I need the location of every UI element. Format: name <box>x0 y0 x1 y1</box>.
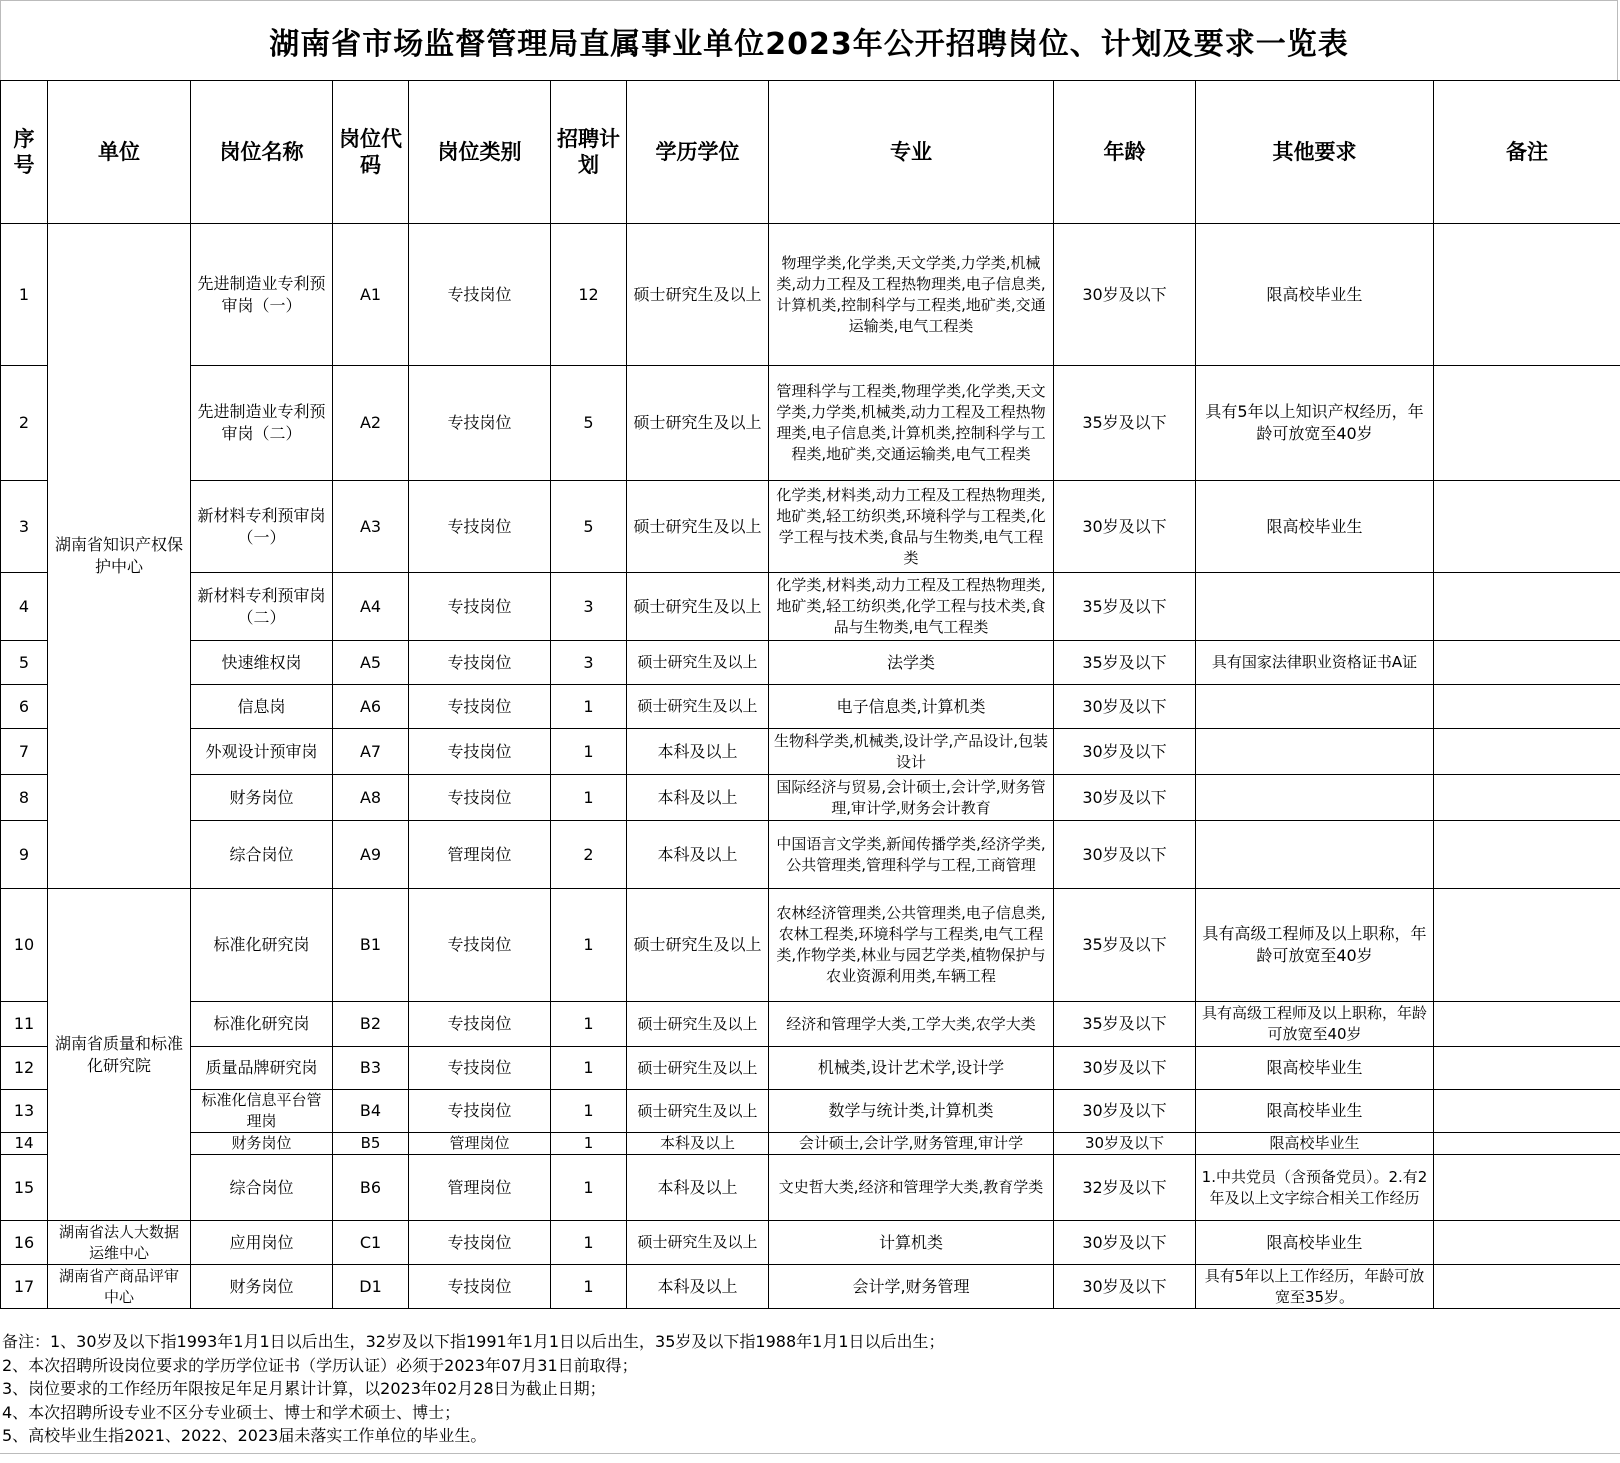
cell-age: 35岁及以下 <box>1054 641 1196 685</box>
cell-major: 农林经济管理类,公共管理类,电子信息类,农林工程类,环境科学与工程类,电气工程类,作物学类,林业与园艺学类,植物保护与农业资源利用类,车辆工程 <box>769 889 1054 1002</box>
cell-age: 30岁及以下 <box>1054 729 1196 775</box>
cell-seq: 6 <box>1 685 48 729</box>
cell-age: 35岁及以下 <box>1054 1002 1196 1047</box>
cell-remark <box>1434 481 1620 573</box>
cell-post-name: 标准化信息平台管理岗 <box>191 1090 333 1133</box>
cell-post-code: A9 <box>333 821 409 889</box>
cell-major: 国际经济与贸易,会计硕士,会计学,财务管理,审计学,财务会计教育 <box>769 775 1054 821</box>
table-row <box>1 366 1620 481</box>
table-row <box>1 573 1620 641</box>
cell-post-type: 管理岗位 <box>409 821 551 889</box>
cell-post-code: B5 <box>333 1133 409 1155</box>
cell-plan: 2 <box>551 821 627 889</box>
table-row <box>1 1265 1620 1309</box>
cell-remark <box>1434 366 1620 481</box>
cell-post-name: 应用岗位 <box>191 1221 333 1265</box>
cell-seq: 1 <box>1 224 48 366</box>
cell-education: 本科及以上 <box>627 1265 769 1309</box>
cell-education: 硕士研究生及以上 <box>627 573 769 641</box>
table-row <box>1 685 1620 729</box>
cell-seq: 2 <box>1 366 48 481</box>
cell-post-type: 专技岗位 <box>409 573 551 641</box>
cell-post-type: 专技岗位 <box>409 1047 551 1090</box>
cell-major: 管理科学与工程类,物理学类,化学类,天文学类,力学类,机械类,动力工程及工程热物理类,电子信息类,计算机类,控制科学与工程类,地矿类,交通运输类,电气工程类 <box>769 366 1054 481</box>
cell-other: 具有高级工程师及以上职称，年龄可放宽至40岁 <box>1196 889 1434 1002</box>
table-row <box>1 889 1620 1002</box>
cell-plan: 12 <box>551 224 627 366</box>
cell-post-name: 先进制造业专利预审岗（二） <box>191 366 333 481</box>
cell-plan: 1 <box>551 1221 627 1265</box>
cell-other: 1.中共党员（含预备党员）。2.有2年及以上文字综合相关工作经历 <box>1196 1155 1434 1221</box>
cell-remark <box>1434 1155 1620 1221</box>
cell-other <box>1196 729 1434 775</box>
cell-remark <box>1434 641 1620 685</box>
cell-education: 硕士研究生及以上 <box>627 685 769 729</box>
cell-post-name: 标准化研究岗 <box>191 889 333 1002</box>
table-row <box>1 1221 1620 1265</box>
cell-other <box>1196 775 1434 821</box>
cell-post-code: B3 <box>333 1047 409 1090</box>
cell-seq: 11 <box>1 1002 48 1047</box>
cell-post-type: 管理岗位 <box>409 1155 551 1221</box>
cell-plan: 1 <box>551 1002 627 1047</box>
cell-plan: 1 <box>551 729 627 775</box>
cell-age: 35岁及以下 <box>1054 366 1196 481</box>
cell-remark <box>1434 821 1620 889</box>
cell-plan: 1 <box>551 1090 627 1133</box>
cell-post-type: 专技岗位 <box>409 366 551 481</box>
cell-remark <box>1434 1047 1620 1090</box>
footnote-line: 备注：1、30岁及以下指1993年1月1日以后出生，32岁及以下指1991年1月1日以后出生，35岁及以下指1988年1月1日以后出生； <box>2 1332 945 1351</box>
table-row <box>1 1047 1620 1090</box>
cell-education: 本科及以上 <box>627 821 769 889</box>
cell-other <box>1196 685 1434 729</box>
cell-major: 法学类 <box>769 641 1054 685</box>
cell-major: 电子信息类,计算机类 <box>769 685 1054 729</box>
cell-age: 30岁及以下 <box>1054 821 1196 889</box>
cell-age: 35岁及以下 <box>1054 889 1196 1002</box>
cell-plan: 5 <box>551 366 627 481</box>
cell-post-type: 专技岗位 <box>409 775 551 821</box>
cell-seq: 17 <box>1 1265 48 1309</box>
cell-age: 30岁及以下 <box>1054 224 1196 366</box>
cell-post-name: 质量品牌研究岗 <box>191 1047 333 1090</box>
cell-post-type: 专技岗位 <box>409 1265 551 1309</box>
cell-other <box>1196 821 1434 889</box>
footnotes <box>2 1330 1612 1448</box>
cell-remark <box>1434 1133 1620 1155</box>
cell-major: 化学类,材料类,动力工程及工程热物理类,地矿类,轻工纺织类,化学工程与技术类,食品与生物类,电气工程类 <box>769 573 1054 641</box>
table-row <box>1 224 1620 366</box>
cell-seq: 5 <box>1 641 48 685</box>
cell-remark <box>1434 775 1620 821</box>
cell-post-type: 专技岗位 <box>409 224 551 366</box>
cell-remark <box>1434 1265 1620 1309</box>
cell-education: 硕士研究生及以上 <box>627 224 769 366</box>
cell-post-code: C1 <box>333 1221 409 1265</box>
cell-post-name: 新材料专利预审岗（二） <box>191 573 333 641</box>
cell-major: 文史哲大类,经济和管理学大类,教育学类 <box>769 1155 1054 1221</box>
cell-seq: 15 <box>1 1155 48 1221</box>
cell-post-name: 财务岗位 <box>191 1133 333 1155</box>
recruitment-table <box>0 80 1620 1309</box>
cell-education: 本科及以上 <box>627 729 769 775</box>
cell-post-name: 财务岗位 <box>191 1265 333 1309</box>
cell-post-code: B6 <box>333 1155 409 1221</box>
cell-other: 具有国家法律职业资格证书A证 <box>1196 641 1434 685</box>
table-row <box>1 729 1620 775</box>
cell-age: 32岁及以下 <box>1054 1155 1196 1221</box>
table-row <box>1 1133 1620 1155</box>
cell-plan: 1 <box>551 1047 627 1090</box>
cell-remark <box>1434 685 1620 729</box>
header-education: 学历学位 <box>627 81 769 224</box>
cell-post-name: 标准化研究岗 <box>191 1002 333 1047</box>
cell-age: 30岁及以下 <box>1054 775 1196 821</box>
table-row <box>1 481 1620 573</box>
header-post-type: 岗位类别 <box>409 81 551 224</box>
cell-seq: 12 <box>1 1047 48 1090</box>
cell-post-code: D1 <box>333 1265 409 1309</box>
header-seq: 序号 <box>1 81 48 224</box>
cell-post-code: A5 <box>333 641 409 685</box>
cell-post-code: A4 <box>333 573 409 641</box>
cell-post-name: 快速维权岗 <box>191 641 333 685</box>
cell-other: 限高校毕业生 <box>1196 1133 1434 1155</box>
cell-remark <box>1434 1002 1620 1047</box>
cell-major: 会计硕士,会计学,财务管理,审计学 <box>769 1133 1054 1155</box>
footnote-line: 2、本次招聘所设岗位要求的学历学位证书（学历认证）必须于2023年07月31日前取得； <box>2 1355 638 1375</box>
cell-post-code: A1 <box>333 224 409 366</box>
cell-remark <box>1434 1090 1620 1133</box>
cell-post-code: A8 <box>333 775 409 821</box>
cell-post-type: 专技岗位 <box>409 641 551 685</box>
title-bar <box>0 0 1618 80</box>
cell-age: 30岁及以下 <box>1054 1047 1196 1090</box>
cell-education: 本科及以上 <box>627 1155 769 1221</box>
cell-post-code: B1 <box>333 889 409 1002</box>
cell-education: 本科及以上 <box>627 775 769 821</box>
cell-major: 计算机类 <box>769 1221 1054 1265</box>
cell-education: 硕士研究生及以上 <box>627 1047 769 1090</box>
cell-seq: 10 <box>1 889 48 1002</box>
footnote-line: 4、本次招聘所设专业不区分专业硕士、博士和学术硕士、博士； <box>2 1402 461 1422</box>
header-remark: 备注 <box>1434 81 1620 224</box>
cell-remark <box>1434 729 1620 775</box>
cell-plan: 1 <box>551 1265 627 1309</box>
cell-post-code: A6 <box>333 685 409 729</box>
cell-post-code: A7 <box>333 729 409 775</box>
cell-other: 限高校毕业生 <box>1196 1047 1434 1090</box>
cell-post-name: 综合岗位 <box>191 1155 333 1221</box>
cell-unit: 湖南省产商品评审中心 <box>48 1265 191 1309</box>
cell-post-code: A3 <box>333 481 409 573</box>
cell-age: 30岁及以下 <box>1054 685 1196 729</box>
cell-post-name: 信息岗 <box>191 685 333 729</box>
header-post-code: 岗位代码 <box>333 81 409 224</box>
table-row <box>1 1090 1620 1133</box>
cell-post-code: B4 <box>333 1090 409 1133</box>
cell-seq: 14 <box>1 1133 48 1155</box>
cell-seq: 4 <box>1 573 48 641</box>
cell-plan: 1 <box>551 1155 627 1221</box>
cell-post-type: 专技岗位 <box>409 1090 551 1133</box>
cell-education: 硕士研究生及以上 <box>627 1221 769 1265</box>
cell-education: 硕士研究生及以上 <box>627 481 769 573</box>
cell-plan: 3 <box>551 641 627 685</box>
cell-age: 30岁及以下 <box>1054 481 1196 573</box>
cell-plan: 1 <box>551 685 627 729</box>
cell-plan: 5 <box>551 481 627 573</box>
header-major: 专业 <box>769 81 1054 224</box>
table-row <box>1 1002 1620 1047</box>
cell-remark <box>1434 224 1620 366</box>
cell-other: 限高校毕业生 <box>1196 481 1434 573</box>
cell-other: 具有高级工程师及以上职称，年龄可放宽至40岁 <box>1196 1002 1434 1047</box>
cell-education: 硕士研究生及以上 <box>627 641 769 685</box>
cell-major: 会计学,财务管理 <box>769 1265 1054 1309</box>
cell-other: 限高校毕业生 <box>1196 1221 1434 1265</box>
cell-other: 具有5年以上工作经历，年龄可放宽至35岁。 <box>1196 1265 1434 1309</box>
table-row <box>1 775 1620 821</box>
cell-post-type: 专技岗位 <box>409 1002 551 1047</box>
cell-post-type: 专技岗位 <box>409 729 551 775</box>
table-row <box>1 1155 1620 1221</box>
cell-post-code: A2 <box>333 366 409 481</box>
cell-plan: 1 <box>551 889 627 1002</box>
cell-seq: 8 <box>1 775 48 821</box>
cell-major: 物理学类,化学类,天文学类,力学类,机械类,动力工程及工程热物理类,电子信息类,计算机类,控制科学与工程类,地矿类,交通运输类,电气工程类 <box>769 224 1054 366</box>
cell-post-type: 管理岗位 <box>409 1133 551 1155</box>
cell-post-code: B2 <box>333 1002 409 1047</box>
cell-age: 30岁及以下 <box>1054 1265 1196 1309</box>
cell-seq: 7 <box>1 729 48 775</box>
cell-education: 硕士研究生及以上 <box>627 889 769 1002</box>
cell-age: 30岁及以下 <box>1054 1221 1196 1265</box>
cell-post-name: 新材料专利预审岗（一） <box>191 481 333 573</box>
cell-other: 限高校毕业生 <box>1196 224 1434 366</box>
cell-post-name: 综合岗位 <box>191 821 333 889</box>
cell-major: 中国语言文学类,新闻传播学类,经济学类,公共管理类,管理科学与工程,工商管理 <box>769 821 1054 889</box>
cell-seq: 13 <box>1 1090 48 1133</box>
footnote-line: 3、岗位要求的工作经历年限按足年足月累计计算，以2023年02月28日为截止日期； <box>2 1379 606 1398</box>
cell-unit: 湖南省法人大数据运维中心 <box>48 1221 191 1265</box>
header-plan: 招聘计划 <box>551 81 627 224</box>
cell-remark <box>1434 889 1620 1002</box>
cell-major: 化学类,材料类,动力工程及工程热物理类,地矿类,轻工纺织类,环境科学与工程类,化学工程与技术类,食品与生物类,电气工程类 <box>769 481 1054 573</box>
cell-plan: 3 <box>551 573 627 641</box>
cell-post-name: 财务岗位 <box>191 775 333 821</box>
cell-post-name: 先进制造业专利预审岗（一） <box>191 224 333 366</box>
cell-other: 具有5年以上知识产权经历，年龄可放宽至40岁 <box>1196 366 1434 481</box>
cell-unit: 湖南省质量和标准化研究院 <box>48 889 191 1221</box>
cell-seq: 3 <box>1 481 48 573</box>
cell-age: 35岁及以下 <box>1054 573 1196 641</box>
header-other: 其他要求 <box>1196 81 1434 224</box>
cell-post-name: 外观设计预审岗 <box>191 729 333 775</box>
cell-education: 硕士研究生及以上 <box>627 366 769 481</box>
header-post-name: 岗位名称 <box>191 81 333 224</box>
cell-other: 限高校毕业生 <box>1196 1090 1434 1133</box>
cell-remark <box>1434 1221 1620 1265</box>
cell-education: 本科及以上 <box>627 1133 769 1155</box>
cell-major: 数学与统计类,计算机类 <box>769 1090 1054 1133</box>
cell-plan: 1 <box>551 775 627 821</box>
page-title: 湖南省市场监督管理局直属事业单位2023年公开招聘岗位、计划及要求一览表 <box>269 26 1349 62</box>
cell-seq: 16 <box>1 1221 48 1265</box>
header-unit: 单位 <box>48 81 191 224</box>
header-age: 年龄 <box>1054 81 1196 224</box>
cell-post-type: 专技岗位 <box>409 889 551 1002</box>
cell-plan: 1 <box>551 1133 627 1155</box>
cell-seq: 9 <box>1 821 48 889</box>
footnote-line: 5、高校毕业生指2021、2022、2023届未落实工作单位的毕业生。 <box>2 1426 487 1445</box>
cell-unit: 湖南省知识产权保护中心 <box>48 224 191 889</box>
frame-bottom-border <box>0 1453 1620 1454</box>
header-row <box>1 81 1620 224</box>
cell-post-type: 专技岗位 <box>409 1221 551 1265</box>
cell-major: 生物科学类,机械类,设计学,产品设计,包装设计 <box>769 729 1054 775</box>
cell-major: 经济和管理学大类,工学大类,农学大类 <box>769 1002 1054 1047</box>
table-row <box>1 641 1620 685</box>
cell-age: 30岁及以下 <box>1054 1133 1196 1155</box>
table-row <box>1 821 1620 889</box>
cell-education: 硕士研究生及以上 <box>627 1090 769 1133</box>
cell-post-type: 专技岗位 <box>409 685 551 729</box>
cell-age: 30岁及以下 <box>1054 1090 1196 1133</box>
cell-education: 硕士研究生及以上 <box>627 1002 769 1047</box>
cell-major: 机械类,设计艺术学,设计学 <box>769 1047 1054 1090</box>
cell-remark <box>1434 573 1620 641</box>
cell-post-type: 专技岗位 <box>409 481 551 573</box>
cell-other <box>1196 573 1434 641</box>
